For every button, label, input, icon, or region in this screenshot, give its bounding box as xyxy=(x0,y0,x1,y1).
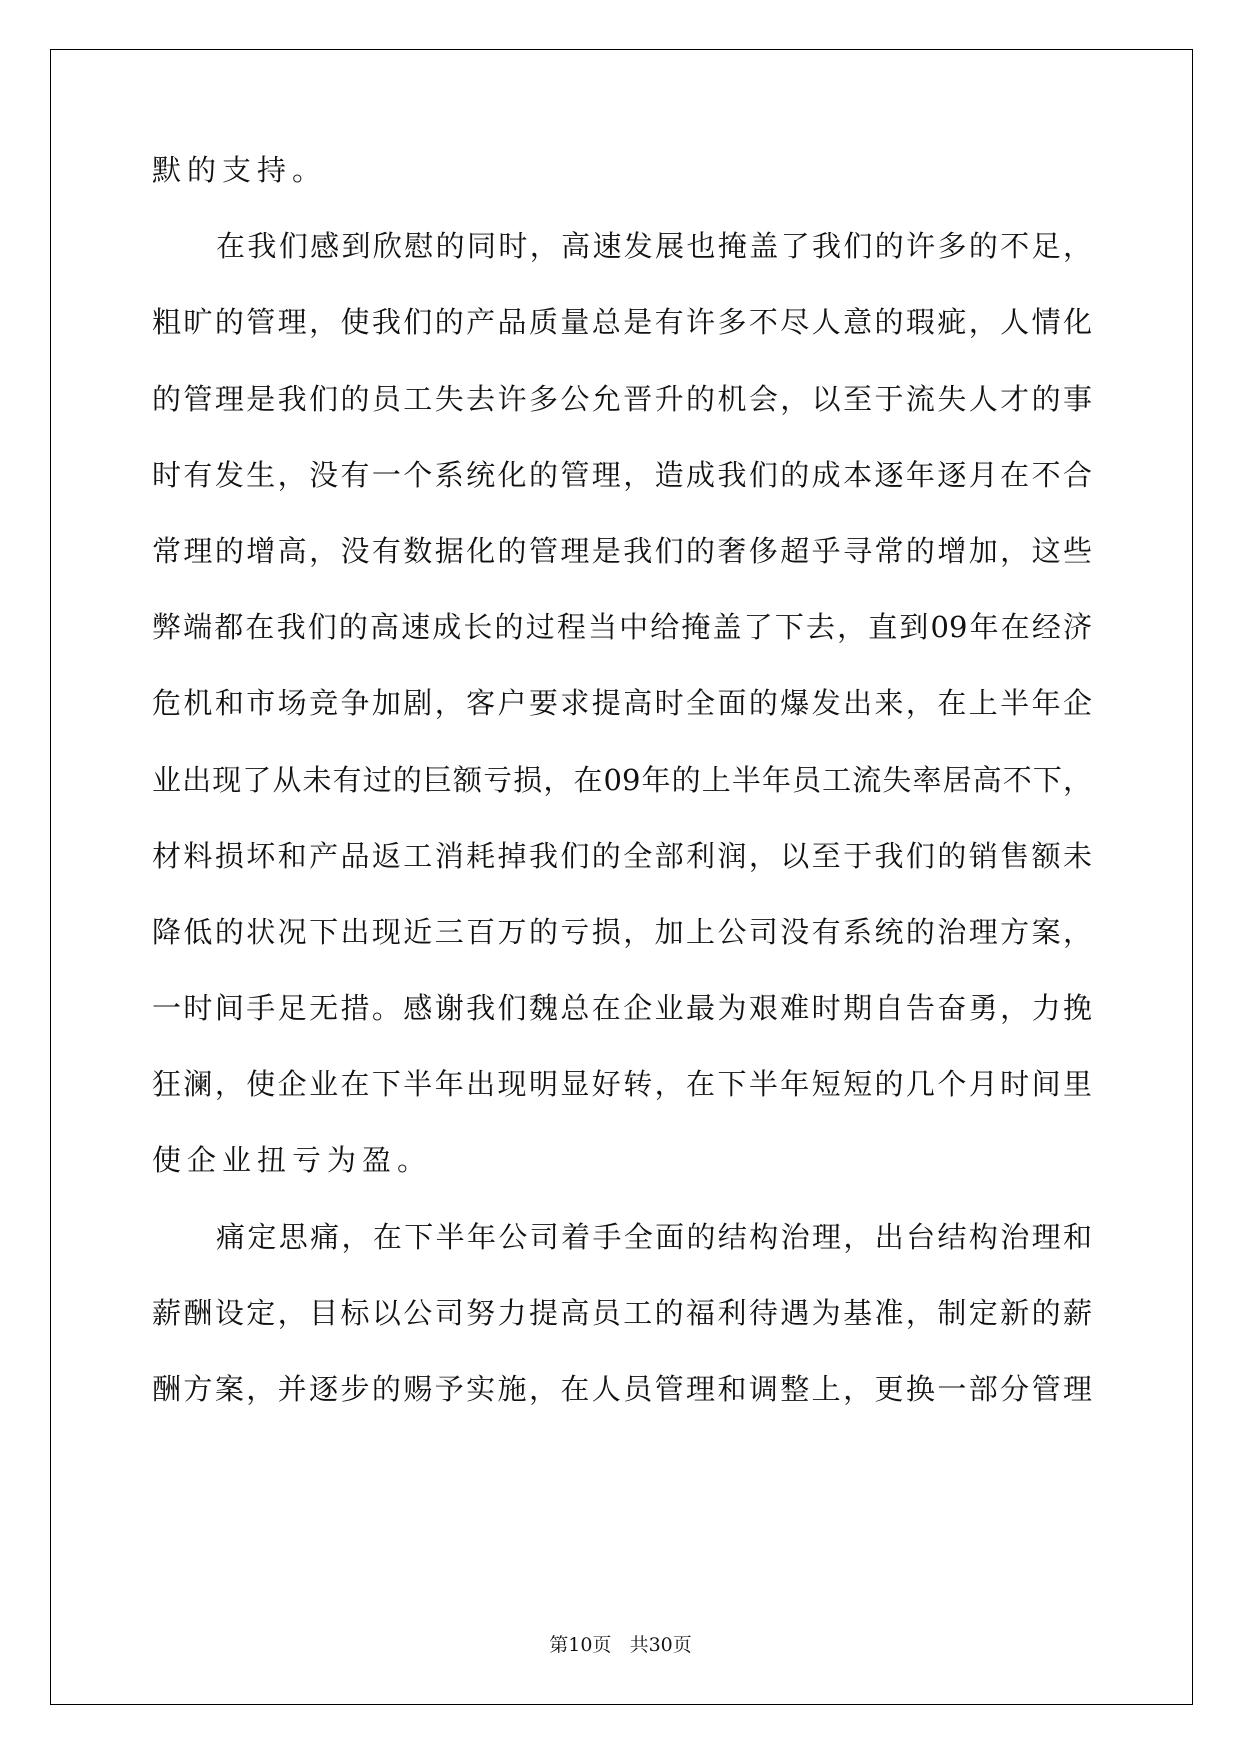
text-line: 粗旷的管理，使我们的产品质量总是有许多不尽人意的瑕疵，人情化 xyxy=(152,305,1092,340)
text-line: 降低的状况下出现近三百万的亏损，加上公司没有系统的治理方案， xyxy=(152,914,1092,949)
page-number: 第10页 xyxy=(549,1634,612,1656)
text-line: 默的支持。 xyxy=(152,153,328,187)
text-line: 常理的增高，没有数据化的管理是我们的奢侈超乎寻常的增加，这些 xyxy=(152,533,1092,568)
text-line: 时有发生，没有一个系统化的管理，造成我们的成本逐年逐月在不合 xyxy=(152,457,1092,492)
text-line: 酬方案，并逐步的赐予实施，在人员管理和调整上，更换一部分管理 xyxy=(152,1372,1092,1406)
text-line: 薪酬设定，目标以公司努力提高员工的福利待遇为基准，制定新的薪 xyxy=(152,1295,1092,1330)
page-total: 共30页 xyxy=(629,1634,692,1656)
text-line: 一时间手足无措。感谢我们魏总在企业最为艰难时期自告奋勇，力挽 xyxy=(152,991,1092,1026)
document-body xyxy=(152,152,1092,1447)
text-line: 的管理是我们的员工失去许多公允晋升的机会，以至于流失人才的事 xyxy=(152,381,1092,416)
text-line: 痛定思痛，在下半年公司着手全面的结构治理，出台结构治理和 xyxy=(216,1219,1092,1254)
text-line: 狂澜，使企业在下半年出现明显好转，在下半年短短的几个月时间里 xyxy=(152,1067,1092,1102)
text-line: 业出现了从未有过的巨额亏损，在09年的上半年员工流失率居高不下， xyxy=(152,762,1092,797)
text-line: 弊端都在我们的高速成长的过程当中给掩盖了下去，直到09年在经济 xyxy=(152,610,1092,645)
text-line: 危机和市场竞争加剧，客户要求提高时全面的爆发出来，在上半年企 xyxy=(152,686,1092,721)
text-line: 在我们感到欣慰的同时，高速发展也掩盖了我们的许多的不足， xyxy=(216,229,1092,264)
page-footer xyxy=(0,1630,1241,1657)
text-line: 使企业扭亏为盈。 xyxy=(152,1143,433,1178)
text-line: 材料损坏和产品返工消耗掉我们的全部利润，以至于我们的销售额未 xyxy=(152,838,1092,873)
